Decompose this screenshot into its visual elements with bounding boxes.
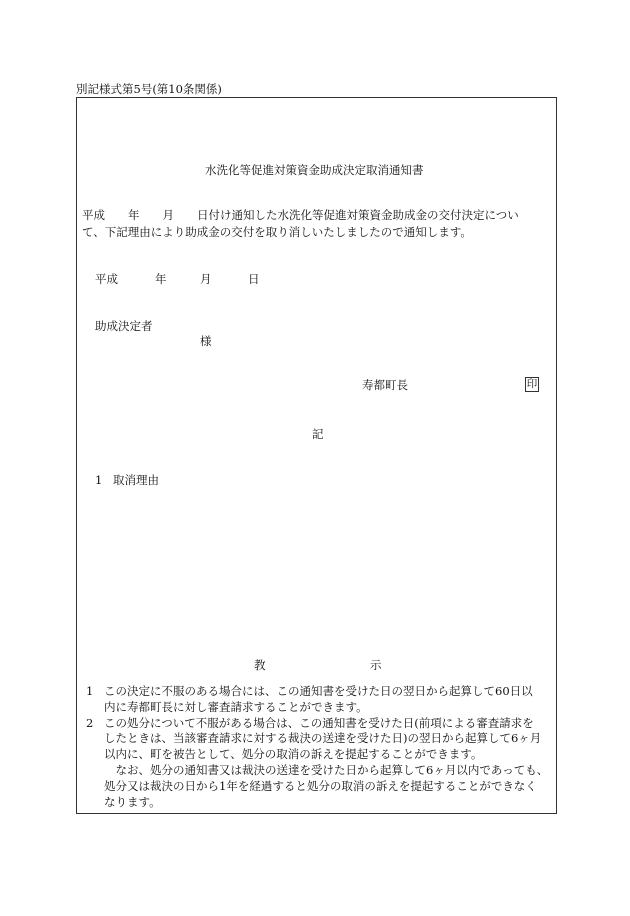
notice-list xyxy=(86,684,558,810)
date-era: 平成 xyxy=(95,272,118,286)
notice-item-1-line-2: 内に寿都町長に対し審査請求することができます。 xyxy=(104,699,368,714)
document-title: 水洗化等促進対策資金助成決定取消通知書 xyxy=(205,163,424,177)
form-label: 別記様式第5号(第10条関係) xyxy=(76,82,222,96)
notice-item-2-number: 2 xyxy=(86,715,94,730)
date-day: 日 xyxy=(248,272,260,286)
date-year: 年 xyxy=(155,272,167,286)
notice-item-3-line-1: なお、処分の通知書又は裁決の送達を受けた日から起算して6ヶ月以内であっても、 xyxy=(104,762,549,777)
recipient-honorific: 様 xyxy=(200,334,212,348)
notice-item-3-line-3: なります。 xyxy=(104,794,161,809)
kyouji-heading-right: 示 xyxy=(370,658,382,672)
notice-item-1 xyxy=(86,684,558,700)
date-month: 月 xyxy=(200,272,212,286)
notice-item-2-line-1: この処分について不服がある場合は、この通知書を受けた日(前項による審査請求を xyxy=(104,715,534,730)
seal-mark: 印 xyxy=(526,378,538,390)
recipient-label: 助成決定者 xyxy=(95,319,153,333)
notice-item-1-line-1: この決定に不服のある場合には、この通知書を受けた日の翌日から起算して60日以 xyxy=(104,684,533,698)
ki-heading: 記 xyxy=(312,427,324,441)
notice-item-2-line-2: したときは、当該審査請求に対する裁決の送達を受けた日)の翌日から起算して6ヶ月 xyxy=(104,731,542,746)
intro-line-2: て、下記理由により助成金の交付を取り消しいたしましたので通知します。 xyxy=(82,225,472,239)
notice-item-3-line-2: 処分又は裁決の日から1年を経過すると処分の取消の訴えを提起することができなく xyxy=(104,778,537,793)
intro-line-1: 平成 年 月 日付け通知した水洗化等促進対策資金助成金の交付決定につい xyxy=(82,208,519,222)
notice-item-2-line-3: 以内に、町を被告として、処分の取消の訴えを提起することができます。 xyxy=(104,747,483,762)
notice-item-2 xyxy=(86,716,558,732)
item-1-label: 取消理由 xyxy=(113,473,159,487)
kyouji-heading-left: 教 xyxy=(254,658,266,672)
item-1-number: 1 xyxy=(95,473,103,487)
sender-name: 寿都町長 xyxy=(362,378,408,392)
notice-item-1-number: 1 xyxy=(86,684,94,698)
